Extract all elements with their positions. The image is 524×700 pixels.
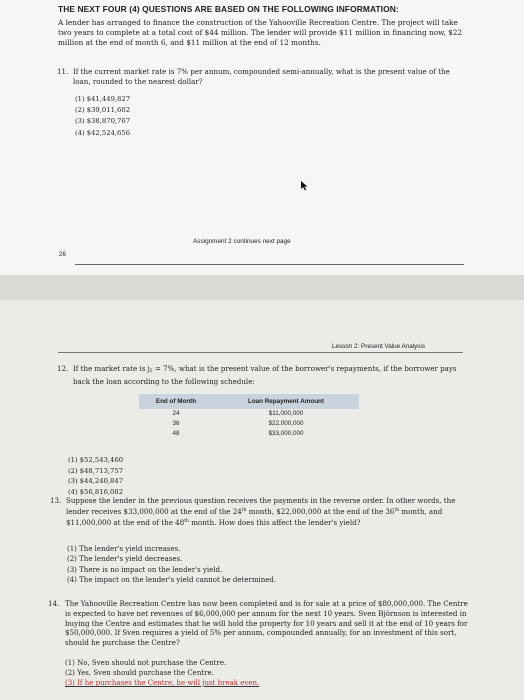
column-header: Loan Repayment Amount (213, 394, 359, 409)
question-13-options (67, 544, 276, 585)
amount-cell: $33,000,000 (268, 430, 304, 437)
intro-paragraph: A lender has arranged to finance the construction of the Yahooville Recreation Centre. The project will take two years to complete at a total cost of $44 million. The lender will provide $11 million in financing now, $22 million at the end of month 6, and $11 million at the end of 12 months. (58, 18, 463, 48)
option: (1) $41,449,827 (75, 95, 131, 103)
month-cell: 36 (172, 420, 180, 427)
question-text: The Yahooville Recreation Centre has now been completed and is for sale at a price of $80,000,000. The Centre is expected to have net revenues of $6,000,000 per annum for the next 10 years. Sven Björnson is interested in buying the Centre and estimates that he will hold the property for 10 years and sell it at the end of 10 years for $50,000,000. If Sven requires a yield of 5% per annum, compounded annually, for an investment of this sort, should he purchase the Centre? (65, 599, 468, 648)
page-top (0, 0, 524, 275)
question-number: 13. (50, 496, 62, 505)
question-12 (57, 364, 472, 386)
page-gap (0, 275, 524, 300)
table-header-row (139, 394, 359, 409)
table-row (139, 419, 359, 429)
option: (4) $56,816,082 (68, 487, 124, 496)
page-number: 26 (59, 251, 66, 258)
superscript: th (241, 508, 247, 513)
option-cut-off: (3) If he purchases the Centre, he will just break even. (65, 679, 260, 687)
month-cell: 24 (172, 410, 180, 417)
continues-note: Assignment 2 continues next page (193, 238, 291, 245)
option: (2) Yes, Sven should purchase the Centre. (65, 669, 214, 677)
question-text-part: = 7%, what is the present value of the borrower's repayments, if the borrower pays back the loan according to the following schedule: (73, 364, 457, 386)
question-text: If the current market rate is 7% per annum, compounded semi-annually, what is the present value of the loan, rounded to the nearest dollar? (73, 67, 450, 86)
header-divider (58, 352, 463, 353)
option: (1) The lender's yield increases. (67, 545, 181, 553)
question-number: 14. (48, 599, 60, 608)
amount-cell: $11,000,000 (268, 410, 304, 417)
question-number: 12. (57, 364, 69, 373)
question-text-part: month, $22,000,000 at the end of the 36 (246, 507, 395, 516)
subscript: 2 (149, 369, 153, 374)
option: (4) The impact on the lender's yield cannot be determined. (67, 575, 277, 584)
repayment-schedule-table (139, 394, 359, 439)
table-row (139, 429, 359, 439)
option: (3) There is no impact on the lender's yield. (67, 565, 223, 574)
option: (3) $38,870,767 (75, 117, 131, 126)
question-11 (57, 67, 467, 86)
arrow-cursor-icon (300, 180, 309, 191)
question-13 (50, 496, 468, 528)
question-14 (48, 599, 470, 648)
option: (2) The lender's yield decreases. (67, 555, 183, 564)
superscript: th (184, 519, 189, 524)
section-heading: THE NEXT FOUR (4) QUESTIONS ARE BASED ON THE FOLLOWING INFORMATION: (58, 4, 399, 14)
question-text (73, 364, 472, 386)
question-text-part: If the market rate is j (73, 364, 150, 373)
option: (1) $52,543,460 (68, 456, 124, 464)
option: (1) No, Sven should not purchase the Centre. (65, 659, 227, 667)
amount-cell: $22,000,000 (268, 420, 304, 427)
table-row (139, 409, 359, 419)
mouse-cursor-icon (300, 180, 309, 194)
option: (3) $44,240,847 (68, 477, 124, 485)
question-12-options (68, 455, 123, 497)
month-cell: 48 (172, 430, 180, 437)
option: (2) $48,713,757 (68, 466, 124, 475)
question-11-options (75, 94, 130, 139)
running-header: Lesson 2: Present Value Analysis (332, 343, 425, 350)
question-number: 11. (57, 67, 69, 76)
superscript: th (394, 508, 400, 513)
column-header: End of Month (139, 394, 213, 409)
option: (4) $42,524,656 (75, 128, 131, 137)
question-text-part: Suppose the lender in the previous question receives the payments in the reverse order. In other words, the lender receives $33,000,000 at the end of the 24 (66, 496, 456, 516)
option: (2) $39,011,602 (75, 106, 131, 115)
question-text-part: month, and $11,000,000 at the end of the 48 (66, 507, 443, 527)
question-14-options (65, 658, 259, 688)
footer-divider (75, 264, 464, 265)
question-text-part: month. How does this affect the lender's yield? (188, 518, 361, 527)
question-text (66, 496, 468, 528)
